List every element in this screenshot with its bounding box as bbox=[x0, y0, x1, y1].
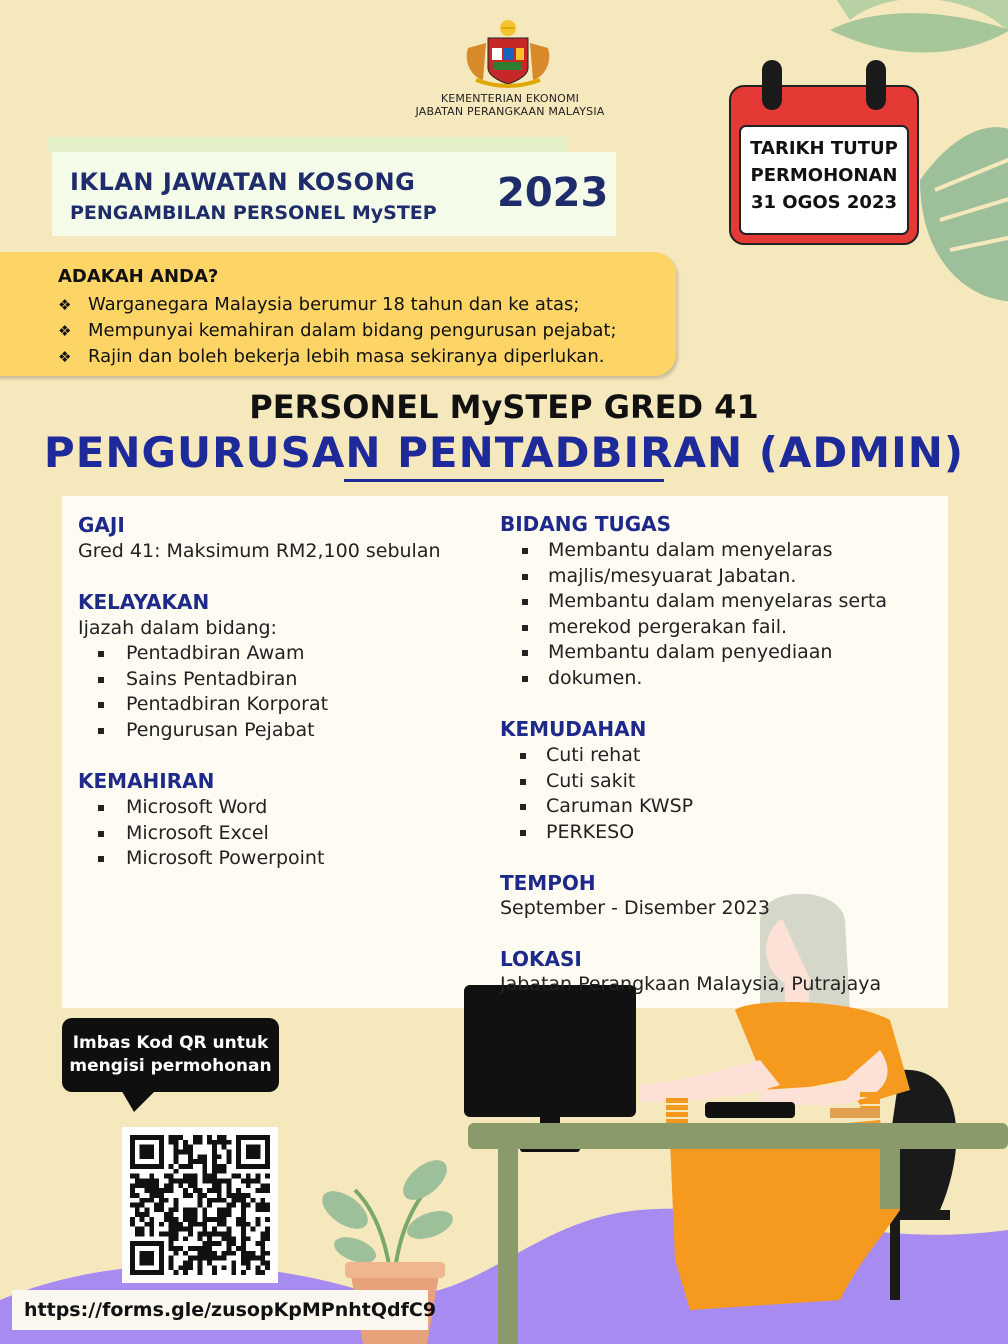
list-item-continuation: majlis/mesyuarat Jabatan. bbox=[502, 564, 887, 590]
gaji-text: Gred 41: Maksimum RM2,100 sebulan bbox=[78, 540, 441, 562]
list-item: PERKESO bbox=[500, 820, 693, 846]
list-item: Cuti rehat bbox=[500, 743, 693, 769]
banner-year: 2023 bbox=[497, 170, 609, 216]
list-item: Pentadbiran Korporat bbox=[78, 692, 328, 718]
bidang-tugas-list bbox=[502, 538, 887, 691]
kemahiran-list bbox=[78, 795, 324, 872]
list-item: Membantu dalam menyelaras serta bbox=[502, 589, 887, 615]
list-item: Microsoft Excel bbox=[78, 821, 324, 847]
list-item: ❖ Warganegara Malaysia berumur 18 tahun dan ke atas; bbox=[58, 292, 678, 318]
position-subtitle: PENGURUSAN PENTADBIRAN (ADMIN) bbox=[43, 428, 965, 477]
kelayakan-intro: Ijazah dalam bidang: bbox=[78, 617, 277, 639]
list-item: Pentadbiran Awam bbox=[78, 641, 328, 667]
subtitle-underline bbox=[344, 479, 664, 482]
closing-date bbox=[738, 135, 910, 216]
criteria-list bbox=[58, 292, 678, 370]
closing-date-line-2: PERMOHONAN bbox=[750, 165, 898, 186]
list-item: Cuti sakit bbox=[500, 769, 693, 795]
list-item: Sains Pentadbiran bbox=[78, 667, 328, 693]
list-item: Membantu dalam penyediaan bbox=[502, 640, 887, 666]
list-item: Microsoft Powerpoint bbox=[78, 846, 324, 872]
diamond-bullet-icon: ❖ bbox=[58, 296, 72, 314]
list-item: Membantu dalam menyelaras bbox=[502, 538, 887, 564]
application-link[interactable]: https://forms.gle/zusopKpMPnhtQdfC9 bbox=[24, 1299, 437, 1321]
list-item: Caruman KWSP bbox=[500, 794, 693, 820]
kelayakan-list bbox=[78, 641, 328, 743]
bidang-tugas-heading: BIDANG TUGAS bbox=[500, 512, 672, 536]
tempoh-text: September - Disember 2023 bbox=[500, 897, 770, 919]
closing-date-line-1: TARIKH TUTUP bbox=[750, 138, 898, 159]
ministry-line-2: JABATAN PERANGKAAN MALAYSIA bbox=[415, 105, 605, 118]
banner-title: IKLAN JAWATAN KOSONG bbox=[70, 168, 416, 196]
list-item: ❖ Rajin dan boleh bekerja lebih masa sekiranya diperlukan. bbox=[58, 344, 678, 370]
kelayakan-heading: KELAYAKAN bbox=[78, 590, 210, 614]
qr-code[interactable] bbox=[130, 1135, 270, 1275]
qr-instruction-line-2: mengisi permohonan bbox=[69, 1056, 272, 1076]
criteria-title: ADAKAH ANDA? bbox=[58, 266, 219, 287]
gaji-heading: GAJI bbox=[78, 513, 125, 537]
list-item: ❖ Mempunyai kemahiran dalam bidang pengurusan pejabat; bbox=[58, 318, 678, 344]
list-item-continuation: dokumen. bbox=[502, 666, 887, 692]
closing-date-line-3: 31 OGOS 2023 bbox=[750, 192, 898, 213]
kemudahan-list bbox=[500, 743, 693, 845]
kemahiran-heading: KEMAHIRAN bbox=[78, 769, 215, 793]
diamond-bullet-icon: ❖ bbox=[58, 322, 72, 340]
list-item: Microsoft Word bbox=[78, 795, 324, 821]
banner-subtitle: PENGAMBILAN PERSONEL MySTEP bbox=[70, 202, 437, 224]
list-item-continuation: merekod pergerakan fail. bbox=[502, 615, 887, 641]
position-title: PERSONEL MySTEP GRED 41 bbox=[249, 388, 759, 426]
lokasi-heading: LOKASI bbox=[500, 947, 582, 971]
diamond-bullet-icon: ❖ bbox=[58, 348, 72, 366]
crest-logo bbox=[458, 18, 558, 90]
ministry-name bbox=[380, 92, 640, 118]
bubble-tail bbox=[120, 1088, 158, 1112]
banner-accent bbox=[48, 137, 568, 153]
qr-instruction-line-1: Imbas Kod QR untuk bbox=[72, 1033, 269, 1053]
qr-instruction bbox=[62, 1032, 279, 1078]
list-item: Pengurusan Pejabat bbox=[78, 718, 328, 744]
lokasi-text: Jabatan Perangkaan Malaysia, Putrajaya bbox=[500, 973, 882, 995]
kemudahan-heading: KEMUDAHAN bbox=[500, 717, 647, 741]
ministry-line-1: KEMENTERIAN EKONOMI bbox=[440, 92, 580, 105]
tempoh-heading: TEMPOH bbox=[500, 871, 596, 895]
